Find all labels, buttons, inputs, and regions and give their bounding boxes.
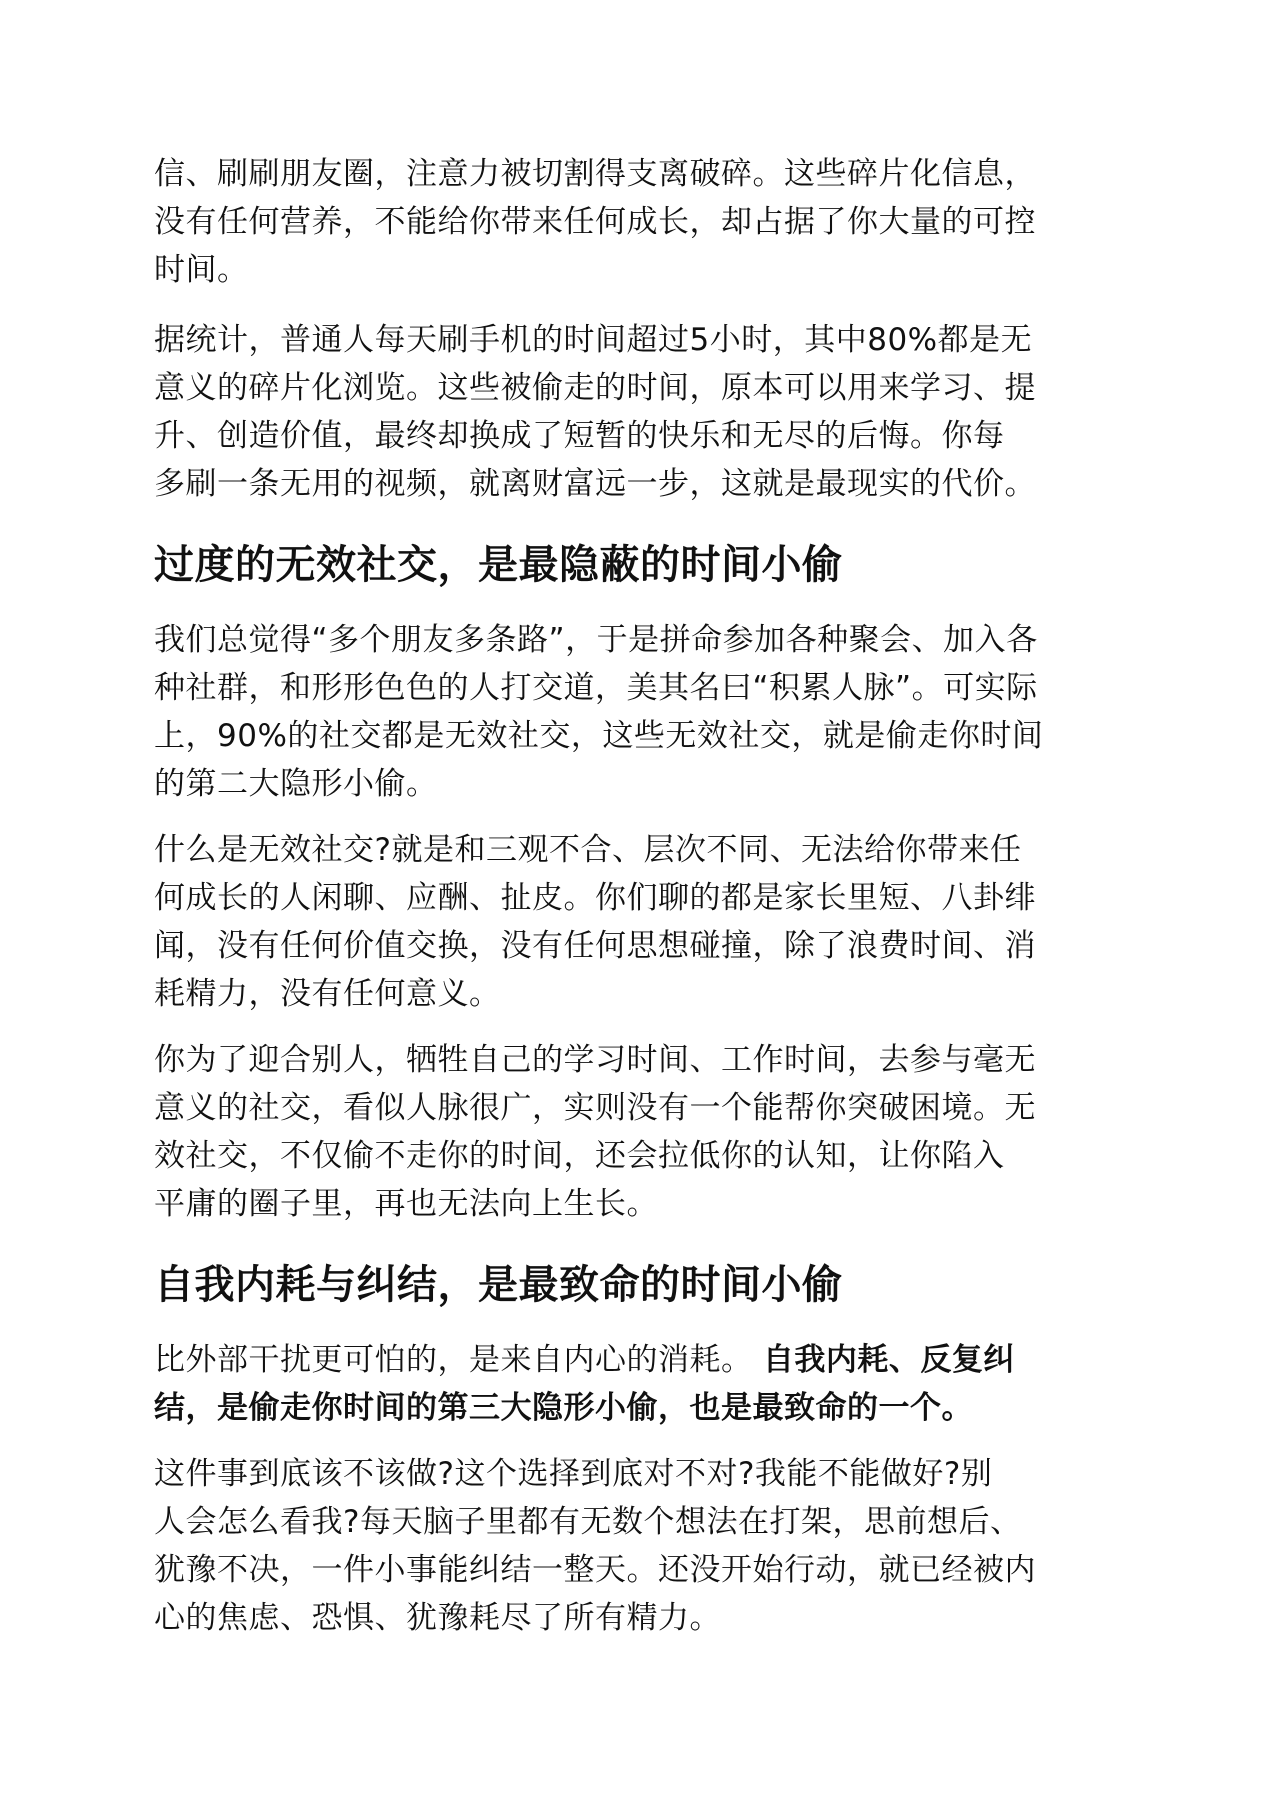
paragraph-social-2: 什么是无效社交?就是和三观不合、层次不同、无法给你带来任 何成长的人闲聊、应酬、扯皮。你们聊的都是家长里短、八卦绯 闻，没有任何价值交换，没有任何思想碰撞，除了浪费时间、消 耗精力，没有任何意义。 [154, 832, 1036, 1012]
paragraph-phone-statistics: 据统计，普通人每天刷手机的时间超过5小时，其中80%都是无 意义的碎片化浏览。这些被偷走的时间，原本可以用来学习、提 升、创造价值，最终却换成了短暂的快乐和无尽的后悔。你每 多刷一条无用的视频，就离财富远一步，这就是最现实的代价。 [154, 322, 1036, 502]
section-heading-inner-friction: 自我内耗与纠结，是最致命的时间小偷 [154, 1262, 843, 1308]
intro-bold-text: 自我内耗、反复纠 结，是偷走你时间的第三大隐形小偷，也是最致命的一个。 [154, 1342, 1015, 1426]
paragraph-social-3: 你为了迎合别人，牺牲自己的学习时间、工作时间，去参与毫无 意义的社交，看似人脉很广，实则没有一个能帮你突破困境。无 效社交，不仅偷不走你的时间，还会拉低你的认知，让你陷入 平庸的圈子里，再也无法向上生长。 [154, 1042, 1036, 1222]
section-heading-social: 过度的无效社交，是最隐蔽的时间小偷 [154, 542, 843, 588]
paragraph-social-1: 我们总觉得“多个朋友多条路”，于是拼命参加各种聚会、加入各 种社群，和形形色色的人打交道，美其名曰“积累人脉”。可实际 上，90%的社交都是无效社交，这些无效社交，就是偷走你时间 的第二大隐形小偷。 [154, 622, 1044, 802]
intro-plain-text: 比外部干扰更可怕的，是来自内心的消耗。 [154, 1342, 763, 1378]
document-page [154, 150, 1114, 1660]
paragraph-inner-friction-1: 这件事到底该不该做?这个选择到底对不对?我能不能做好?别 人会怎么看我?每天脑子里都有无数个想法在打架，思前想后、 犹豫不决，一件小事能纠结一整天。还没开始行动，就已经被内 心的焦虑、恐惧、犹豫耗尽了所有精力。 [154, 1456, 1036, 1636]
paragraph-inner-friction-intro [154, 1336, 1114, 1432]
paragraph-fragmented-info: 信、刷刷朋友圈，注意力被切割得支离破碎。这些碎片化信息， 没有任何营养，不能给你带来任何成长，却占据了你大量的可控 时间。 [154, 156, 1036, 288]
